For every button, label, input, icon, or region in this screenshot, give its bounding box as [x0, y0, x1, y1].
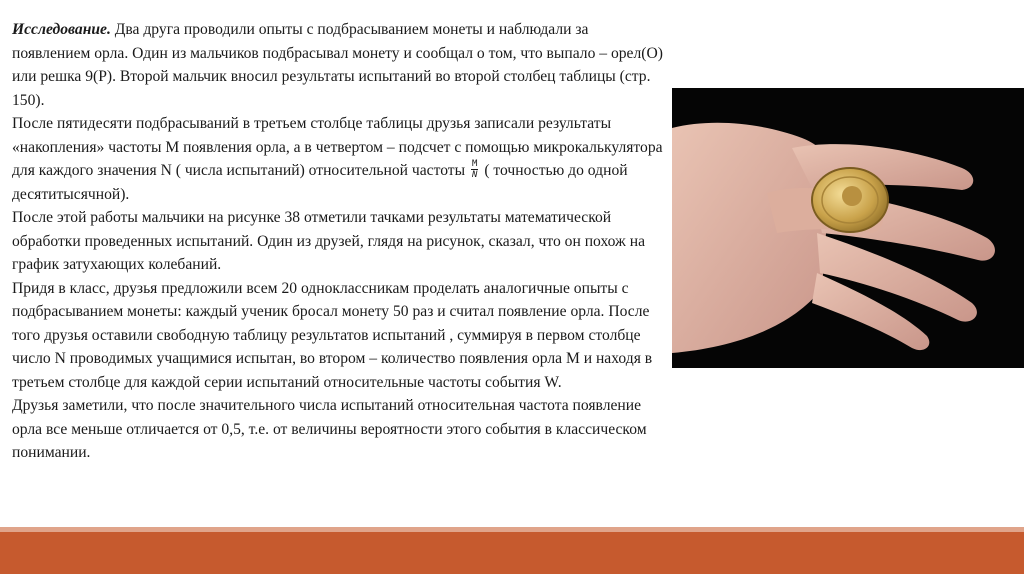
coin-photo — [672, 88, 1024, 368]
paragraph-4: Придя в класс, друзья предложили всем 20 одноклассникам проделать аналогичные опыты с подбрасыванием монеты: каждый ученик бросал монету 50 раз и считал появление орла. После того друзья оставили свободную таблицу результатов испытаний , суммируя в первом столбце число N проводимых учащимися испытан, во втором – количество появления орла М и находя в третьем столбце для каждой серии испытаний относительные частоты события W. — [12, 279, 653, 391]
footer-bar — [0, 532, 1024, 574]
paragraph-3: После этой работы мальчики на рисунке 38 отметили тачками результаты математической обработки проведенных испытаний. Один из друзей, глядя на рисунок, сказал, что он похож на график затухающих колебаний. — [12, 209, 645, 273]
fraction-denominator: N — [472, 169, 478, 180]
paragraph-1-text: Два друга проводили опыты с подбрасыванием монеты и наблюдали за появлением орла. Один из мальчиков подбрасывал монету и сообщал о том, что выпало – орел(О) или решка 9(Р). Второй мальчик вносил результаты испытаний во второй столбец таблицы (стр. 150). — [12, 21, 663, 109]
paragraph-2-tail: ( точностью до одной десятитысячной). — [12, 162, 628, 203]
paragraph-2 — [12, 112, 668, 206]
body-text — [12, 18, 668, 465]
fraction-m-over-n — [471, 159, 478, 180]
paragraph-2-text: После пятидесяти подбрасываний в третьем столбце таблицы друзья записали результаты «накопления» частоты М появления орла, а в четвертом – подсчет с помощью микрокалькулятора для каждого значения N ( числа испытаний) относительной частоты — [12, 115, 663, 179]
lead-word: Исследование. — [12, 21, 111, 38]
fraction-numerator: M — [472, 158, 478, 169]
paragraph-5: Друзья заметили, что после значительного числа испытаний относительная частота появление орла все меньше отличается от 0,5, т.е. от величины вероятности этого события в классическом понимании. — [12, 397, 647, 461]
hand-holding-coin-icon — [672, 88, 1024, 368]
paragraph-1 — [12, 18, 668, 112]
